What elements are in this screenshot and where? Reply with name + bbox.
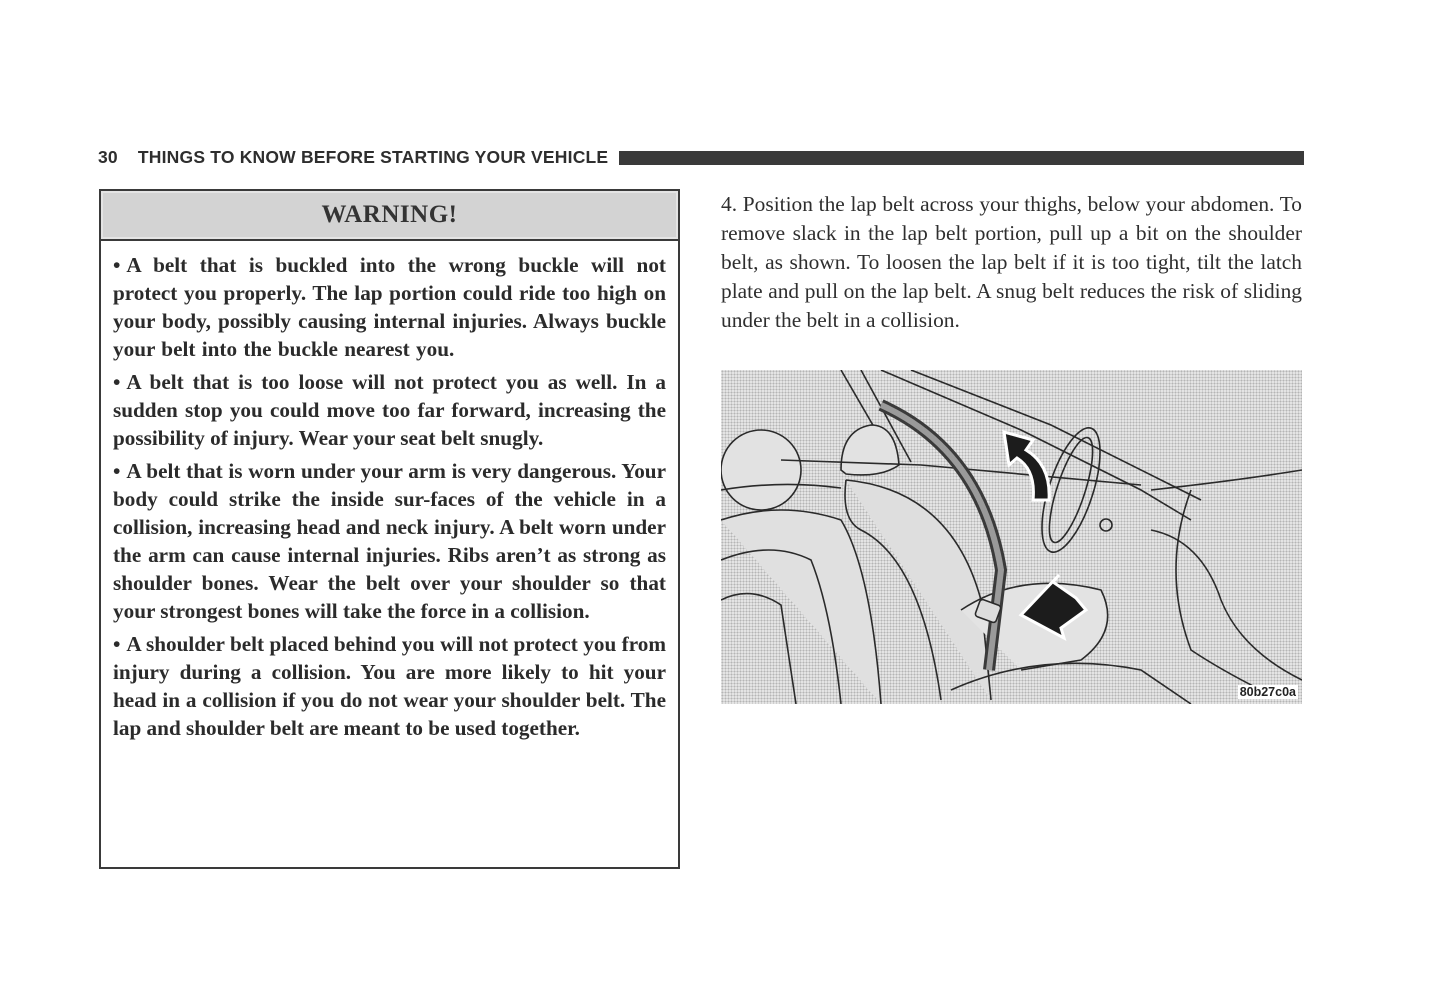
car-interior-drawing xyxy=(721,370,1302,704)
warning-box xyxy=(99,189,680,869)
bullet-icon: • xyxy=(113,370,121,394)
warning-body xyxy=(101,241,678,742)
section-title: THINGS TO KNOW BEFORE STARTING YOUR VEHICLE xyxy=(137,146,609,167)
seat-belt-illustration xyxy=(721,370,1302,704)
header-rule xyxy=(619,151,1304,165)
step-4-text: 4. Position the lap belt across your thighs, below your abdomen. To remove slack in the lap belt portion, pull up a bit on the shoulder belt, as shown. To loosen the lap belt if it is too tight, tilt the latch plate and pull on the lap belt. A snug belt reduces the risk of sliding under the belt in a collision. xyxy=(721,192,1302,332)
up-arrow-icon xyxy=(1004,432,1049,500)
warning-item: • A belt that is buckled into the wrong buckle will not protect you properly. The lap portion could ride too high on your body, possibly causing internal injuries. Always buckle your belt into the buckle nearest you. xyxy=(113,253,666,361)
warning-header xyxy=(101,191,678,241)
warning-item: • A shoulder belt placed behind you will not protect you from injury during a collision. You are more likely to hit your head in a collision if you do not wear your shoulder belt. The lap and shoulder belt are meant to be used together. xyxy=(113,632,666,740)
warning-item: • A belt that is too loose will not protect you as well. In a sudden stop you could move too far forward, increasing the possibility of injury. Wear your seat belt snugly. xyxy=(113,370,666,450)
warning-title: WARNING! xyxy=(321,201,458,228)
running-header xyxy=(98,146,1304,168)
page-number: 30 xyxy=(98,146,118,167)
warning-item: • A belt that is worn under your arm is very dangerous. Your body could strike the inside sur-faces of the vehicle in a collision, increasing head and neck injury. A belt worn under the arm can cause internal injuries. Ribs aren’t as strong as shoulder bones. Wear the belt over your shoulder so that your strongest bones will take the force in a collision. xyxy=(113,459,666,623)
bullet-icon: • xyxy=(113,253,121,277)
bullet-icon: • xyxy=(113,632,121,656)
bullet-icon: • xyxy=(113,459,121,483)
figure-code: 80b27c0a xyxy=(1239,685,1296,699)
